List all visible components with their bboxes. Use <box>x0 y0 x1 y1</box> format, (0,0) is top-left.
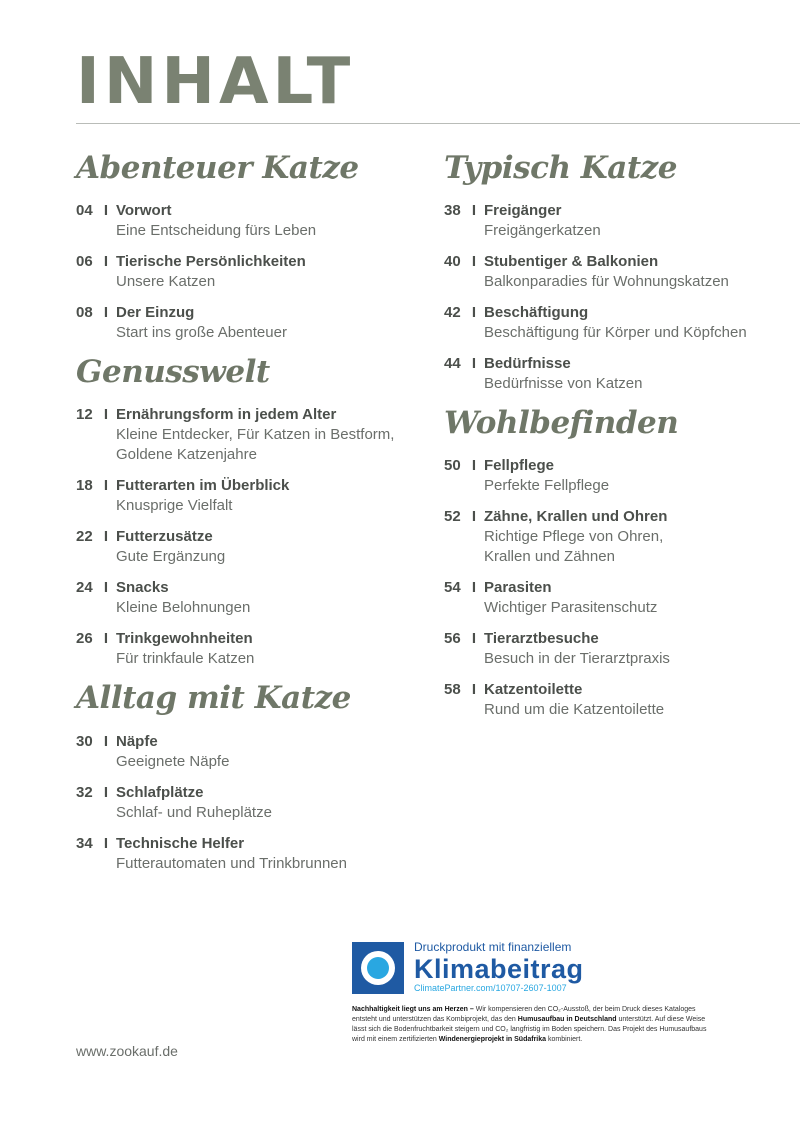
entry-title: Snacks <box>116 579 169 597</box>
section-heading: Wohlbefinden <box>444 405 679 442</box>
toc-section <box>444 150 784 394</box>
toc-entry[interactable] <box>444 456 784 496</box>
entry-subtitle: Für trinkfaule Katzen <box>116 650 255 668</box>
footer-website-link[interactable]: www.zookauf.de <box>76 1043 178 1059</box>
toc-column-right <box>444 150 784 731</box>
entry-subtitle: Schlaf- und Ruheplätze <box>116 803 272 821</box>
entry-title: Näpfe <box>116 732 158 750</box>
entry-title: Der Einzug <box>116 304 195 322</box>
page-number: 18 <box>76 477 93 495</box>
toc-entry[interactable] <box>76 252 416 292</box>
entry-subtitle: Bedürfnisse von Katzen <box>484 375 643 393</box>
separator: I <box>471 579 477 597</box>
toc-entry[interactable] <box>76 578 416 618</box>
entry-title: Zähne, Krallen und Ohren <box>484 508 668 526</box>
entry-title: Freigänger <box>484 202 562 220</box>
page-number: 32 <box>76 783 93 801</box>
section-heading: Typisch Katze <box>444 150 677 186</box>
entry-subtitle: Knusprige Vielfalt <box>116 497 233 515</box>
section-heading: Alltag mit Katze <box>76 680 351 717</box>
entry-title: Trinkgewohnheiten <box>116 630 253 648</box>
page-number: 54 <box>444 579 461 597</box>
page-number: 52 <box>444 508 461 526</box>
page-number: 58 <box>444 681 461 699</box>
separator: I <box>471 355 477 373</box>
toc-entry[interactable] <box>76 629 416 669</box>
toc-entry[interactable] <box>444 507 784 567</box>
entry-title: Schlafplätze <box>116 783 204 801</box>
entry-title: Vorwort <box>116 202 172 220</box>
separator: I <box>103 732 109 750</box>
climatepartner-logo-icon <box>352 942 404 994</box>
separator: I <box>103 477 109 495</box>
entry-subtitle: Kleine Entdecker, Für Katzen in Bestform, Goldene Katzenjahre <box>116 426 395 464</box>
toc-entry[interactable] <box>444 354 784 394</box>
toc-entry[interactable] <box>444 629 784 669</box>
separator: I <box>103 783 109 801</box>
toc-entry[interactable] <box>444 252 784 292</box>
entry-title: Bedürfnisse <box>484 355 571 373</box>
toc-entry[interactable] <box>444 680 784 720</box>
entry-subtitle: Richtige Pflege von Ohren, Krallen und Zähnen <box>484 528 664 566</box>
toc-entry[interactable] <box>444 201 784 241</box>
toc-section <box>76 150 416 343</box>
entry-subtitle: Balkonparadies für Wohnungskatzen <box>484 273 729 291</box>
separator: I <box>471 681 477 699</box>
separator: I <box>471 202 477 220</box>
entry-title: Technische Helfer <box>116 834 245 852</box>
page-title: INHALT <box>76 45 355 119</box>
page-number: 26 <box>76 630 93 648</box>
separator: I <box>103 630 109 648</box>
page-number: 42 <box>444 304 461 322</box>
entry-subtitle: Wichtiger Parasitenschutz <box>484 599 658 617</box>
separator: I <box>103 528 109 546</box>
page-number: 24 <box>76 579 93 597</box>
toc-entry[interactable] <box>76 476 416 516</box>
badge-id-link[interactable]: ClimatePartner.com/10707-2607-1007 <box>414 983 567 993</box>
badge-title: Klimabeitrag <box>414 954 584 984</box>
page-number: 06 <box>76 253 93 271</box>
separator: I <box>471 508 477 526</box>
page-number: 56 <box>444 630 461 648</box>
page-number: 12 <box>76 406 93 424</box>
toc-entry[interactable] <box>444 578 784 618</box>
separator: I <box>103 202 109 220</box>
entry-subtitle: Unsere Katzen <box>116 273 216 291</box>
toc-entry[interactable] <box>76 732 416 772</box>
entry-subtitle: Rund um die Katzentoilette <box>484 701 665 719</box>
entry-subtitle: Kleine Belohnungen <box>116 599 251 617</box>
entry-subtitle: Geeignete Näpfe <box>116 752 230 770</box>
page-number: 30 <box>76 732 93 750</box>
separator: I <box>103 579 109 597</box>
entry-title: Futterarten im Überblick <box>116 477 290 495</box>
separator: I <box>471 457 477 475</box>
separator: I <box>471 253 477 271</box>
entry-title: Tierische Persönlichkeiten <box>116 253 306 271</box>
toc-entry[interactable] <box>76 201 416 241</box>
entry-subtitle: Beschäftigung für Körper und Köpfchen <box>484 324 747 342</box>
section-heading: Genusswelt <box>76 354 270 391</box>
entry-subtitle: Start ins große Abenteuer <box>116 324 287 342</box>
toc-entry[interactable] <box>76 527 416 567</box>
page-number: 34 <box>76 834 93 852</box>
sustainability-note: Nachhaltigkeit liegt uns am Herzen – Wir kompensieren den CO₂-Ausstoß, der beim Druck dieses Kataloges entsteht und unterstützen das Kombiprojekt, das den Humusaufbau in Deutschland unterstützt. Auf diese Weise lässt sich die Bodenfruchtbarkeit steigern und CO₂ langfristig im Boden speichern. Das Projekt des Humusaufbaus wird mit einem zertifizierten Windenergieprojekt in Südafrika kombiniert. <box>352 1006 707 1043</box>
separator: I <box>103 304 109 322</box>
entry-title: Stubentiger & Balkonien <box>484 253 659 271</box>
entry-title: Futterzusätze <box>116 528 213 546</box>
toc-section <box>76 680 416 873</box>
page-number: 44 <box>444 355 461 373</box>
toc-entry[interactable] <box>76 405 416 465</box>
page-number: 50 <box>444 457 461 475</box>
toc-column-left <box>76 150 416 885</box>
toc-entry[interactable] <box>444 303 784 343</box>
entry-subtitle: Freigängerkatzen <box>484 222 601 240</box>
separator: I <box>103 253 109 271</box>
toc-entry[interactable] <box>76 783 416 823</box>
separator: I <box>471 304 477 322</box>
title-divider <box>76 123 800 124</box>
entry-subtitle: Eine Entscheidung fürs Leben <box>116 222 317 240</box>
climate-badge <box>352 940 712 995</box>
entry-subtitle: Futterautomaten und Trinkbrunnen <box>116 854 347 872</box>
page-number: 08 <box>76 304 93 322</box>
page-number: 40 <box>444 253 461 271</box>
entry-title: Ernährungsform in jedem Alter <box>116 406 337 424</box>
page-number: 04 <box>76 202 93 220</box>
entry-subtitle: Gute Ergänzung <box>116 548 226 566</box>
entry-title: Fellpflege <box>484 457 555 475</box>
entry-title: Tierarztbesuche <box>484 630 599 648</box>
separator: I <box>103 834 109 852</box>
entry-title: Katzentoilette <box>484 681 583 699</box>
separator: I <box>471 630 477 648</box>
toc-section <box>444 405 784 720</box>
entry-title: Parasiten <box>484 579 552 597</box>
badge-caption: Druckprodukt mit finanziellem <box>414 940 572 954</box>
toc-entry[interactable] <box>76 834 416 874</box>
entry-title: Beschäftigung <box>484 304 589 322</box>
entry-subtitle: Besuch in der Tierarztpraxis <box>484 650 670 668</box>
toc-section <box>76 354 416 669</box>
page-number: 22 <box>76 528 93 546</box>
entry-subtitle: Perfekte Fellpflege <box>484 477 610 495</box>
page-number: 38 <box>444 202 461 220</box>
separator: I <box>103 406 109 424</box>
section-heading: Abenteuer Katze <box>76 150 359 186</box>
toc-entry[interactable] <box>76 303 416 343</box>
